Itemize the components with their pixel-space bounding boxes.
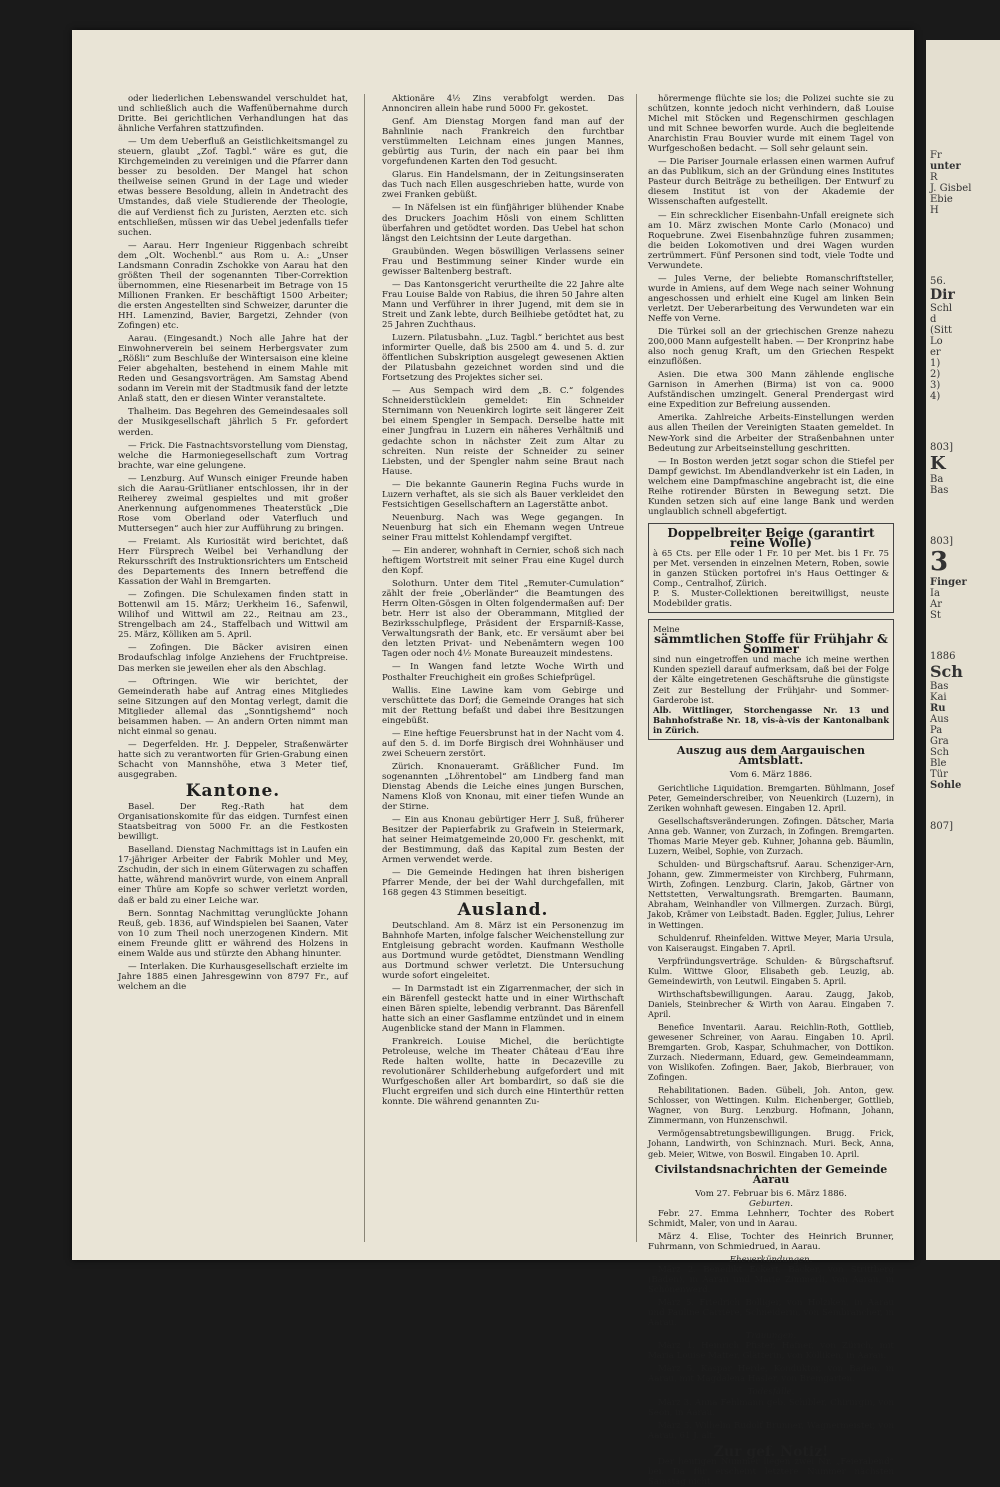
article-paragraph: — Jules Verne, der beliebte Romanschriftsteller, wurde in Amiens, auf dem Wege nach seiner Wohnung angeschossen und erhielt eine Kugel am linken Bein verletzt. Der Ueberarbeitung des Verwundeten war ein Neffe von Verne.: [648, 273, 894, 324]
article-paragraph: — Zofingen. Die Schulexamen finden statt in Bottenwil am 15. März; Uerkheim 16., Safenwil, Wilihof und Wittwil am 22., Reitnau am 23., Strengelbach am 24., Staffelbach und Wittwil am 25. März, Kölliken am 5. April.: [118, 590, 348, 641]
civilstand-entry: März 1. Heinrich Pfister, Hafner, von Zürich, mit Maria Louise Matter, Glätterin, von Kölliken, in Aarau.: [648, 1341, 894, 1362]
ad-lead: Meine: [653, 624, 680, 635]
article-paragraph: — Aus Sempach wird dem „B. C.“ folgendes Schneiderstücklein gemeldet: Ein Schneider Sternimann von Neuenkirch logirte seit längerer Zeit bei einem Spengler in Sempach. Derselbe hatte mit einer Jungfrau in Luzern ein näheres Verhältniß und gedachte schon in nächster Zeit zum Altar zu schreiten. Nun reiste der Schneider zu seiner Liebsten, und der Spengler nahm seine Braut nach Hause.: [382, 386, 624, 477]
article-paragraph: oder liederlichen Lebenswandel verschuldet hat, und schließlich auch die Waffenübernahme durch Dritte. Bei gerichtlichen Verhandlungen hat das ähnliche Verfahren stattzufinden.: [118, 94, 348, 135]
strip-fragment: 807]: [930, 821, 953, 832]
strip-fragment: 3): [930, 380, 941, 391]
advertisement-stoffe: [648, 619, 894, 740]
strip-fragment: 803]: [930, 536, 953, 547]
strip-fragment: Ebie: [930, 194, 953, 205]
article-paragraph: Luzern. Pilatusbahn. „Luz. Tagbl.“ berichtet aus best informirter Quelle, daß bis 2500 am 4. und 5. d. zur öffentlichen Subskription ausgelegt gewesenen Aktien der Pilatusbahn gezeichnet worden sind und die Fortsetzung des Projektes sicher sei.: [382, 333, 624, 384]
civilstand-date: Vom 27. Februar bis 6. März 1886.: [695, 1188, 847, 1199]
ad-title: Doppelbreiter Beige (garantirt reine Wolle): [667, 525, 875, 550]
amtsblatt-entry: Gesellschaftsveränderungen. Zofingen. Dätscher, Maria Anna geb. Wanner, von Zurzach, in Zofingen. Bremgarten. Thomas Marie Meyer geb. Kuhner, Johanna geb. Bäumlin, Luzern, Weibel, Sophie, von Zurzach.: [648, 816, 894, 857]
article-paragraph: — Interlaken. Die Kurhausgesellschaft erzielte im Jahre 1885 einen Jahresgewinn von 8797 Fr., auf welchem an die: [118, 961, 348, 992]
strip-fragment: Ru: [930, 703, 946, 714]
article-paragraph: Basel. Der Reg.-Rath hat dem Organisationskomite für das eidgen. Turnfest einen Staatsbeitrag von 5000 Fr. an die Festkosten bewilligt.: [118, 802, 348, 843]
column-left: [118, 94, 348, 1242]
article-paragraph: Solothurn. Unter dem Titel „Remuter-Cumulation“ zählt der freie „Oberländer“ die Beamtungen des Herrn Olten-Gösgen in Olten folgendermaßen auf: Der betr. Herr ist also der Oberammann, Mitglied der Bezirksschulpflege, Präsident der Ersparniß-Kasse, Verwaltungsrath der Bank, etc. Er versäumt aber bei den letzten Privat- und Nebenämtern wegen 100 Tagen oder noch 4½ Monate Bureauzeit mindestens.: [382, 579, 624, 660]
section-heading-kantone: Kantone.: [185, 781, 281, 802]
strip-fragment: 3: [930, 547, 949, 577]
strip-fragment: 1886: [930, 651, 956, 662]
civilstand-entry: Febr. 27. Emma Lehnherr, Tochter des Robert Schmidt, Maler, von und in Aarau.: [648, 1208, 894, 1229]
strip-fragment: Pa: [930, 725, 943, 736]
newspaper-page: [72, 30, 914, 1487]
strip-fragment: 2): [930, 369, 941, 380]
amtsblatt-entry: Verpfründungsverträge. Schulden- & Bürgschaftsruf. Kulm. Wittwe Gloor, Elisabeth geb. Leuzig, ab. Gemeindewirth, von Leutwil. Eingaben 5. April.: [648, 955, 894, 986]
article-paragraph: — In Boston werden jetzt sogar schon die Stiefel per Dampf gewichst. Im Abendlandverkehr ist ein Laden, in welchem eine Dampfmaschine angebracht ist, die eine Reihe rotirender Bürsten in Bewegung setzt. Die Kunden setzen sich auf eine lange Bank und werden unglaublich schnell abgefertigt.: [648, 456, 894, 517]
strip-fragment: 1): [930, 358, 941, 369]
strip-fragment: H: [930, 205, 939, 216]
ad-title: sämmtlichen Stoffe für Frühjahr & Sommer: [654, 632, 888, 657]
article-paragraph: — Ein schrecklicher Eisenbahn-Unfall ereignete sich am 10. März zwischen Monte Carlo (Monaco) und Roquebrune. Zwei Eisenbahnzüge fuhren zusammen; die beiden Lokomotiven und drei Wagen wurden zertrümmert. Fünf Personen sind todt, viele Todte und Verwundete.: [648, 210, 894, 271]
strip-fragment: St: [930, 610, 941, 621]
subheading-eheverkuendungen: Eheverkündungen.: [729, 1254, 813, 1265]
article-paragraph: — Die Pariser Journale erlassen einen warmen Aufruf an das Publikum, sich an der Gründung eines Institutes Pasteur durch Beiträge zu betheiligen. Der Entwurf zu diesem Institut ist von der Akademie der Wissenschaften aufgestellt.: [648, 157, 894, 208]
strip-fragment: Sch: [930, 662, 963, 681]
strip-fragment: Ble: [930, 758, 947, 769]
ad-body: sind nun eingetroffen und mache ich meine werthen Kunden speziell darauf aufmerksam, daß bei der Folge der Kälte eingetretenen Geschäftsruhe die günstigste Zeit zur Bestellung der Frühjahr- und Sommer-Garderobe ist.: [653, 654, 889, 705]
amtsblatt-entry: Wirthschaftsbewilligungen. Aarau. Zaugg, Jakob, Daniels, Steinbrecher & Wirth von Aarau. Eingaben 7. April.: [648, 988, 894, 1019]
column-divider: [636, 94, 637, 1242]
strip-fragment: 56.: [930, 276, 946, 287]
subheading-trauungen: Trauungen.: [745, 1331, 797, 1342]
article-paragraph: — Um dem Ueberfluß an Geistlichkeitsmangel zu steuern, glaubt „Zof. Tagbl.“ wäre es gut, die Kirchgemeinden zu vereinigen und die Pfarrer dann besser zu besolden. Der Mangel hat schon theilweise seinen Grund in der Lage und wieder etwas bessere Besoldung, allein in Andetracht des Umstandes, daß viele Studierende der Theologie, die auf Verdienst fich zu Juristen, Aerzten etc. sich entschließen, müssen wir das Uebel jedenfalls tiefer suchen.: [118, 137, 348, 238]
strip-fragment: er: [930, 347, 941, 358]
article-paragraph: Neuenburg. Nach was Wege gegangen. In Neuenburg hat sich ein Ehemann wegen Untreue seiner Frau mittelst Kohlendampf vergiftet.: [382, 512, 624, 543]
article-paragraph: — In Wangen fand letzte Woche Wirth und Posthalter Freuchigheit ein großes Schiefprügel.: [382, 662, 624, 683]
article-paragraph: Die Türkei soll an der griechischen Grenze nahezu 200,000 Mann aufgestellt haben. — Der Kronprinz habe also noch genug Kraft, um den Griechen Respekt einzuflößen.: [648, 327, 894, 368]
strip-fragment: Schl: [930, 303, 953, 314]
article-paragraph: — Degerfelden. Hr. J. Deppeler, Straßenwärter hatte sich zu verantworten für Grien-Grabung einen Schacht von Mannshöhe, etwa 3 Meter tief, ausgegraben.: [118, 739, 348, 780]
article-paragraph: — Frick. Die Fastnachtsvorstellung vom Dienstag, welche die Harmoniegesellschaft zum Vortrag brachte, war eine gelungene.: [118, 440, 348, 471]
article-paragraph: hörermenge flüchte sie los; die Polizei suchte sie zu schützen, konnte jedoch nicht verhindern, daß Louise Michel mit Stöcken und Regenschirmen geschlagen und mit Schnee beworfen wurde. Auch die begleitende Anarchistin Frau Bouvier wurde mit einem Tagel von Wurfgeschoßen bedacht. — Soll sehr gelaunt sein.: [648, 94, 894, 155]
article-paragraph: Genf. Am Dienstag Morgen fand man auf der Bahnlinie nach Frankreich den furchtbar verstümmelten Leichnam eines jungen Mannes, gebürtig aus Turin, der nach ein paar bei ihm vorgefundenen Karten den Tod gesucht.: [382, 117, 624, 168]
article-paragraph: Aarau. (Eingesandt.) Noch alle Jahre hat der Einwohnerverein bei seinem Herbergsvater zum „Rößli“ zum Beschluße der Wintersaison eine kleine Feier abgehalten, bestehend in einem Mahle mit Reden und Gesangsvorträgen. Am Samstag Abend sodann im Verein mit der Stadtmusik fand der letzte Anlaß statt, den er diesen Winter veranstaltete.: [118, 334, 348, 405]
strip-fragment: Ar: [930, 599, 943, 610]
notice-heading: Zur gef. Notiz!: [713, 1443, 829, 1460]
civilstand-entry: März 2. Benedikt Eckert, Bäcker, von Strittberg (Baden), in Aarau und Marie Zimmerli, von Aarau, in Schönenwerd.: [648, 1264, 894, 1296]
amtsblatt-list: [648, 783, 894, 1159]
strip-fragment: Bas: [930, 485, 949, 496]
adjacent-page-strip: [926, 40, 1000, 1260]
article-paragraph: — In Darmstadt ist ein Zigarrenmacher, der sich in ein Bärenfell gesteckt hatte und in einer Wirthschaft einen Bären spielte, lebendig verbrannt. Das Bärenfell hatte sich an einer Gasflamme entzündet und in einem Augenblicke stand der Mann in Flammen.: [382, 983, 624, 1035]
civilstand-entry: März 5. Kaspar Herde, Konduktor, von Baden, in Aarau, mit Magdalena Hasler, von Bremgarten.: [648, 1364, 894, 1385]
amtsblatt-entry: Schuldenruf. Rheinfelden. Wittwe Meyer, Maria Ursula, von Kaiseraugst. Eingaben 7. April.: [648, 932, 894, 953]
strip-fragment: Sch: [930, 747, 949, 758]
amtsblatt-entry: Schulden- und Bürgschaftsruf. Aarau. Schenziger-Arn, Johann, gew. Zimmermeister von Kirchberg, Fuhrmann, Wirth, Zofingen. Lenzburg. Clarin, Jakob, Gärtner von Nettstetten, Verwaltungsrath. Bremgarten. Baumann, Abraham, Weinhandler von Villmergen. Zurzach. Bürgi, Jakob, Krämer von Leibstadt. Baden. Eggler, Julius, Lehrer in Wettingen.: [648, 859, 894, 930]
article-paragraph: Wallis. Eine Lawine kam vom Gebirge und verschüttete das Dorf; die Gemeinde Oranges hat sich mit der Rettung befaßt und dabei ihre Besitzungen eingebüßt.: [382, 685, 624, 726]
strip-fragment: Lo: [930, 336, 943, 347]
article-paragraph: — Das Kantonsgericht verurtheilte die 22 Jahre alte Frau Louise Balde von Rabius, die ihren 50 Jahre alten Mann und Verführer in ihrer Jugend, mit dem sie in Streit und Zank lebte, durch Beilhiebe getödtet hat, zu 25 Jahren Zuchthaus.: [382, 279, 624, 330]
article-paragraph: — Eine heftige Feuersbrunst hat in der Nacht vom 4. auf den 5. d. im Dorfe Birgisch drei Wohnhäuser und zwei Scheuern zerstört.: [382, 728, 624, 759]
article-paragraph: Baselland. Dienstag Nachmittags ist in Laufen ein 17-jähriger Arbeiter der Fabrik Mohler und Mey, Zschudin, der sich in einem Güterwagen zu schaffen hatte, während manövrirt wurde, von einem Anprall einer Thüre am Kopfe so schwer verletzt worden, daß er bald zu einer Leiche war.: [118, 845, 348, 906]
amtsblatt-entry: Rehabilitationen. Baden. Gübeli, Joh. Anton, gew. Schlosser, von Wettingen. Kulm. Eichenberger, Gottlieb, Wagner, von Burg. Lenzburg. Hofmann, Johann, Zimmermann, von Hunzenschwil.: [648, 1085, 894, 1126]
strip-fragment: R: [930, 172, 938, 183]
amtsblatt-entry: Benefice Inventarii. Aarau. Reichlin-Roth, Gottlieb, gewesener Schreiner, von Aarau. Eingaben 10. April. Bremgarten. Grob, Kaspar, Schuhmacher, von Dottikon. Zurzach. Niedermann, Eduard, gew. Gemeindeammann, von Wislikofen. Zofingen. Baer, Jakob, Bierbrauer, von Zofingen.: [648, 1021, 894, 1083]
article-paragraph: — Oftringen. Wie wir berichtet, der Gemeinderath habe auf Antrag eines Mitgliedes seine Sitzungen auf den Montag verlegt, damit die Mitglieder allemal das „Sonntigshemd“ noch beisammen haben. — An andern Orten nimmt man nicht einmal so genau.: [118, 676, 348, 737]
strip-fragment: d: [930, 314, 937, 325]
strip-fragment: Bas: [930, 681, 949, 692]
strip-fragment: Aus: [930, 714, 949, 725]
article-paragraph: Asien. Die etwa 300 Mann zählende englische Garnison in Amerhen (Birma) ist von ca. 9000 Aufständischen umzingelt. General Prendergast wird eine Expedition zur Befreiung aussenden.: [648, 370, 894, 411]
strip-fragment: J. Gisbel: [930, 183, 972, 194]
column-middle: [382, 94, 624, 1242]
strip-fragment: Finger: [930, 577, 967, 588]
article-paragraph: — Die Gemeinde Hedingen hat ihren bisherigen Pfarrer Mende, der bei der Wahl durchgefallen, mit 168 gegen 43 Stimmen beseitigt.: [382, 868, 624, 899]
column-right: [648, 94, 894, 1487]
strip-fragment: unter: [930, 161, 961, 172]
strip-fragment: Kai: [930, 692, 947, 703]
subheading-geburten: Geburten.: [749, 1198, 793, 1209]
amtsblatt-entry: Gerichtliche Liquidation. Bremgarten. Bühlmann, Josef Peter, Gemeinderschreiber, von Neuenkirch (Luzern), in Zeriken wohnhaft gewesen. Eingaben 12. April.: [648, 782, 894, 813]
article-paragraph: Amerika. Zahlreiche Arbeits-Einstellungen werden aus allen Theilen der Vereinigten Staaten gemeldet. In New-York sind die Arbeiter der Straßenbahnen unter Bedeutung zur Arbeitseinstellung geschritten.: [648, 413, 894, 454]
ad-postscript: P. S. Muster-Collektionen bereitwilligst, neuste Modebilder gratis.: [653, 588, 889, 609]
strip-fragment: (Sitt: [930, 325, 952, 336]
strip-fragment: Fr: [930, 150, 942, 161]
article-paragraph: — Die bekannte Gaunerin Regina Fuchs wurde in Luzern verhaftet, als sie sich als Bauer verkleidet den Festsichtigen Gesellschaftern an Lagerstätte anbot.: [382, 479, 624, 510]
strip-fragment: 4): [930, 391, 941, 402]
article-paragraph: Aktionäre 4½ Zins verabfolgt werden. Das Annonciren allein habe rund 5000 Fr. gekostet.: [382, 94, 624, 115]
article-paragraph: Deutschland. Am 8. März ist ein Personenzug im Bahnhofe Marten, infolge falscher Weichenstellung zur Entgleisung gebracht worden. Kaufmann Westholle aus Dortmund wurde getödtet, Dienstmann Wendling aus Dortmund schwer verletzt. Die Untersuchung wurde sofort eingeleitet.: [382, 920, 624, 981]
article-paragraph: — Ein aus Knonau gebürtiger Herr J. Suß, früherer Besitzer der Papierfabrik zu Grafwein in Steiermark, hat seiner Heimatgemeinde 20,000 Fr. geschenkt, mit der Bestimmung, daß das Kapital zum Besten der Armen verwendet werde.: [382, 815, 624, 866]
amtsblatt-entry: Vermögensabtretungsbewilligungen. Brugg. Frick, Johann, Landwirth, von Schinznach. Muri. Beck, Anna, geb. Meier, Witwe, von Boswil. Eingaben 10. April.: [648, 1128, 894, 1159]
article-paragraph: — Zofingen. Die Bäcker avisiren einen Brodaufschlag infolge Anziehens der Fruchtpreise. Das merken sie jeweilen eher als den Abschlag.: [118, 643, 348, 674]
ad-body: à 65 Cts. per Elle oder 1 Fr. 10 per Met. bis 1 Fr. 75 per Met. versenden in einzelnen Metern, Roben, sowie in ganzen Stücken portofrei in's Haus Oettinger & Comp., Centralhof, Zürich.: [653, 547, 889, 589]
section-heading-ausland: Ausland.: [457, 899, 549, 920]
strip-fragment: Ba: [930, 474, 944, 485]
article-paragraph: — Freiamt. Als Kuriosität wird berichtet, daß Herr Fürsprech Weibel bei Verhandlung der Rekursschrift des Instruktionsrichters um Entscheid des Departements des Innern betreffend die Kassation der Wahl in Bremgarten.: [118, 536, 348, 588]
advertisement-beige: [648, 523, 894, 613]
article-paragraph: Frankreich. Louise Michel, die berüchtigte Petroleuse, welche im Theater Château d’Eau ihre Rede halten wollte, hatte in Decazeville zu revolutionärer Schilderhebung aufgefordert und mit Wurfgeschoßen aller Art bombardirt, so daß sie die Flucht ergreifen und sich durch eine Hinterthür retten konnte. Die während genannten Zu-: [382, 1037, 624, 1108]
column-divider: [364, 94, 365, 1242]
strip-fragment: Sohle: [930, 780, 962, 791]
civilstand-entry: März 4. Elise, Tochter des Heinrich Brunner, Fuhrmann, von Schmiedrued, in Aarau.: [648, 1231, 894, 1252]
strip-fragment: Tür: [930, 769, 948, 780]
article-paragraph: Thalheim. Das Begehren des Gemeindesaales soll der Musikgesellschaft jährlich 5 Fr. gefordert werden.: [118, 407, 348, 438]
strip-fragment: K: [930, 453, 946, 474]
strip-fragment: 803]: [930, 442, 953, 453]
article-paragraph: — Lenzburg. Auf Wunsch einiger Freunde haben sich die Aarau-Grütlianer entschlossen, ihr in der Reiherey zweimal gespieltes und mit großer Anerkennung aufgenommenes Theaterstück „Die Rose vom Oberland oder Vaterfluch und Muttersegen“ auch hier zur Aufführung zu bringen.: [118, 473, 348, 534]
article-paragraph: — Ein anderer, wohnhaft in Cernier, schoß sich nach heftigem Wortstreit mit seiner Frau eine Kugel durch den Kopf.: [382, 545, 624, 577]
civilstand-entry: März 5. Wilhelm Rudolf Brunner, Wagnermeister, von Aarau, 61 J. alt.: [648, 1420, 894, 1441]
article-paragraph: Glarus. Ein Handelsmann, der in Zeitungsinseraten das Tuch nach Ellen ausgeschrieben hatte, wurde von zwei Franken gebüßt.: [382, 170, 624, 201]
strip-fragment: Gra: [930, 736, 949, 747]
civilstand-heading: Civilstandsnachrichten der Gemeinde Aarau: [654, 1162, 888, 1186]
amtsblatt-date: Vom 6. März 1886.: [729, 769, 813, 780]
article-paragraph: — In Näfelsen ist ein fünfjähriger blühender Knabe des Druckers Joachim Hösli von einem Schlitten überfahren und getödtet worden. Das Uebel hat schon längst den Leichtsinn der Leute dargethan.: [382, 203, 624, 244]
amtsblatt-heading: Auszug aus dem Aargauischen Amtsblatt.: [676, 743, 866, 767]
ad-signature: Alb. Wittlinger, Storchengasse Nr. 13 und Bahnhofstraße Nr. 18, vis-à-vis der Kantonalbank in Zürich.: [653, 704, 889, 735]
strip-fragment: Dir: [930, 287, 955, 303]
article-paragraph: Bern. Sonntag Nachmittag verunglückte Johann Reuß, geb. 1836, auf Windspielen bei Saanen, Vater von 10 zum Theil noch unerzogenen Kindern. Mit einem Freunde glitt er während des Holzens in einem Walde aus und stürzte den Abhang hinunter.: [118, 908, 348, 959]
civilstand-entry: März 3. Anna Fehlmann geb. Schibler, Chirurgin, von Seon, in Aarau.: [648, 1397, 894, 1418]
article-paragraph: Graubünden. Wegen böswilligen Verlassens seiner Frau und Bestimmung seiner Kinder wurde ein gewisser Baltenberg bestraft.: [382, 246, 624, 277]
subheading-todesfaelle: Todesfälle.: [747, 1387, 795, 1398]
article-paragraph: — Aarau. Herr Ingenieur Riggenbach schreibt dem „Olt. Wochenbl.“ aus Rom u. A.: „Unser Landsmann Conradin Zschokke von Aarau hat den größten Theil der sogenannten Tiber-Correktion übernommen, eine Riesenarbeit im Betrage von 15 Millionen Franken. Er beschäftigt 1500 Arbeiter; die ersten Angestellten sind Schweizer, darunter die HH. Lamenzind, Bavier, Bargetzi, Zehnder (von Zofingen) etc.: [118, 240, 348, 332]
civilstand-entry: März 5. Friedrich Bolliger, von Holziken, in Aarau und Pauline Carrière, Schneiderin, von Sembrancher, in Aarau.: [648, 1298, 894, 1329]
notice-body: Der heutigen Nummer liegen zwei Nr. „Feierabend“ bei. Da für erscheint letztere Nummer nächsten Samstag nicht.: [648, 1456, 894, 1487]
strip-fragment: Ia: [930, 588, 940, 599]
article-paragraph: Zürich. Knonaueramt. Gräßlicher Fund. Im sogenannten „Löhrentobel“ am Lindberg fand man Dienstag Abends die Leiche eines jungen Burschen, Namens Kloß von Knonau, mit einer tiefen Wunde an der Stirne.: [382, 761, 624, 813]
